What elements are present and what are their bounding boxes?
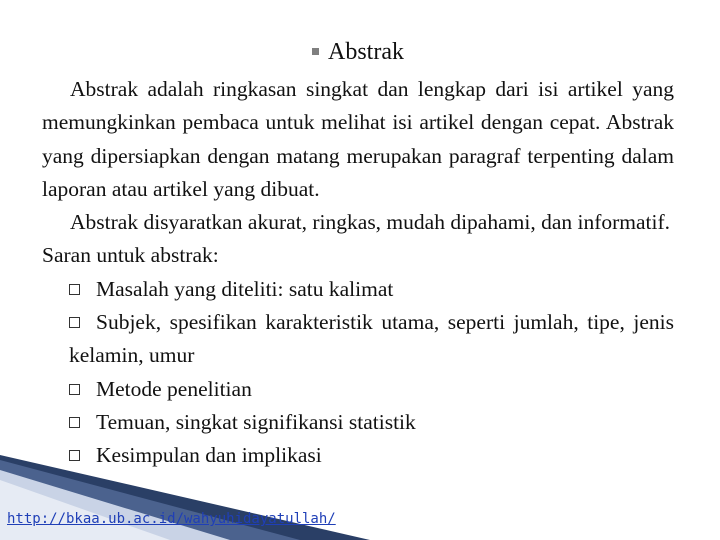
checkbox-icon [69,384,80,395]
square-bullet-icon [312,48,319,55]
checkbox-icon [69,317,80,328]
slide-heading [312,37,404,67]
paragraph-requirements: Abstrak disyaratkan akurat, ringkas, mudah dipahami, dan informatif. Saran untuk abstrak: [42,210,671,268]
paragraph-definition: Abstrak adalah ringkasan singkat dan lengkap dari isi artikel yang memungkinkan pembaca untuk melihat isi artikel dengan cepat. Abstrak yang dipersiapkan dengan matang merupakan paragraf terpenting dalam laporan atau artikel yang dibuat. [42,77,674,201]
list-item: Masalah yang diteliti: satu kalimat [42,273,674,306]
list-item: Kesimpulan dan implikasi [42,439,674,472]
list-item: Temuan, singkat signifikansi statistik [42,406,674,439]
checkbox-icon [69,417,80,428]
slide-body [42,73,674,473]
list-item: Subjek, spesifikan karakteristik utama, seperti jumlah, tipe, jenis kelamin, umur [69,310,674,368]
checkbox-icon [69,450,80,461]
footer-url-link[interactable]: http://bkaa.ub.ac.id/wahyuhidayatullah/ [7,511,336,527]
checkbox-icon [69,284,80,295]
list-item: Metode penelitian [42,373,674,406]
suggestion-list [42,273,674,473]
heading-text: Abstrak [328,39,404,65]
